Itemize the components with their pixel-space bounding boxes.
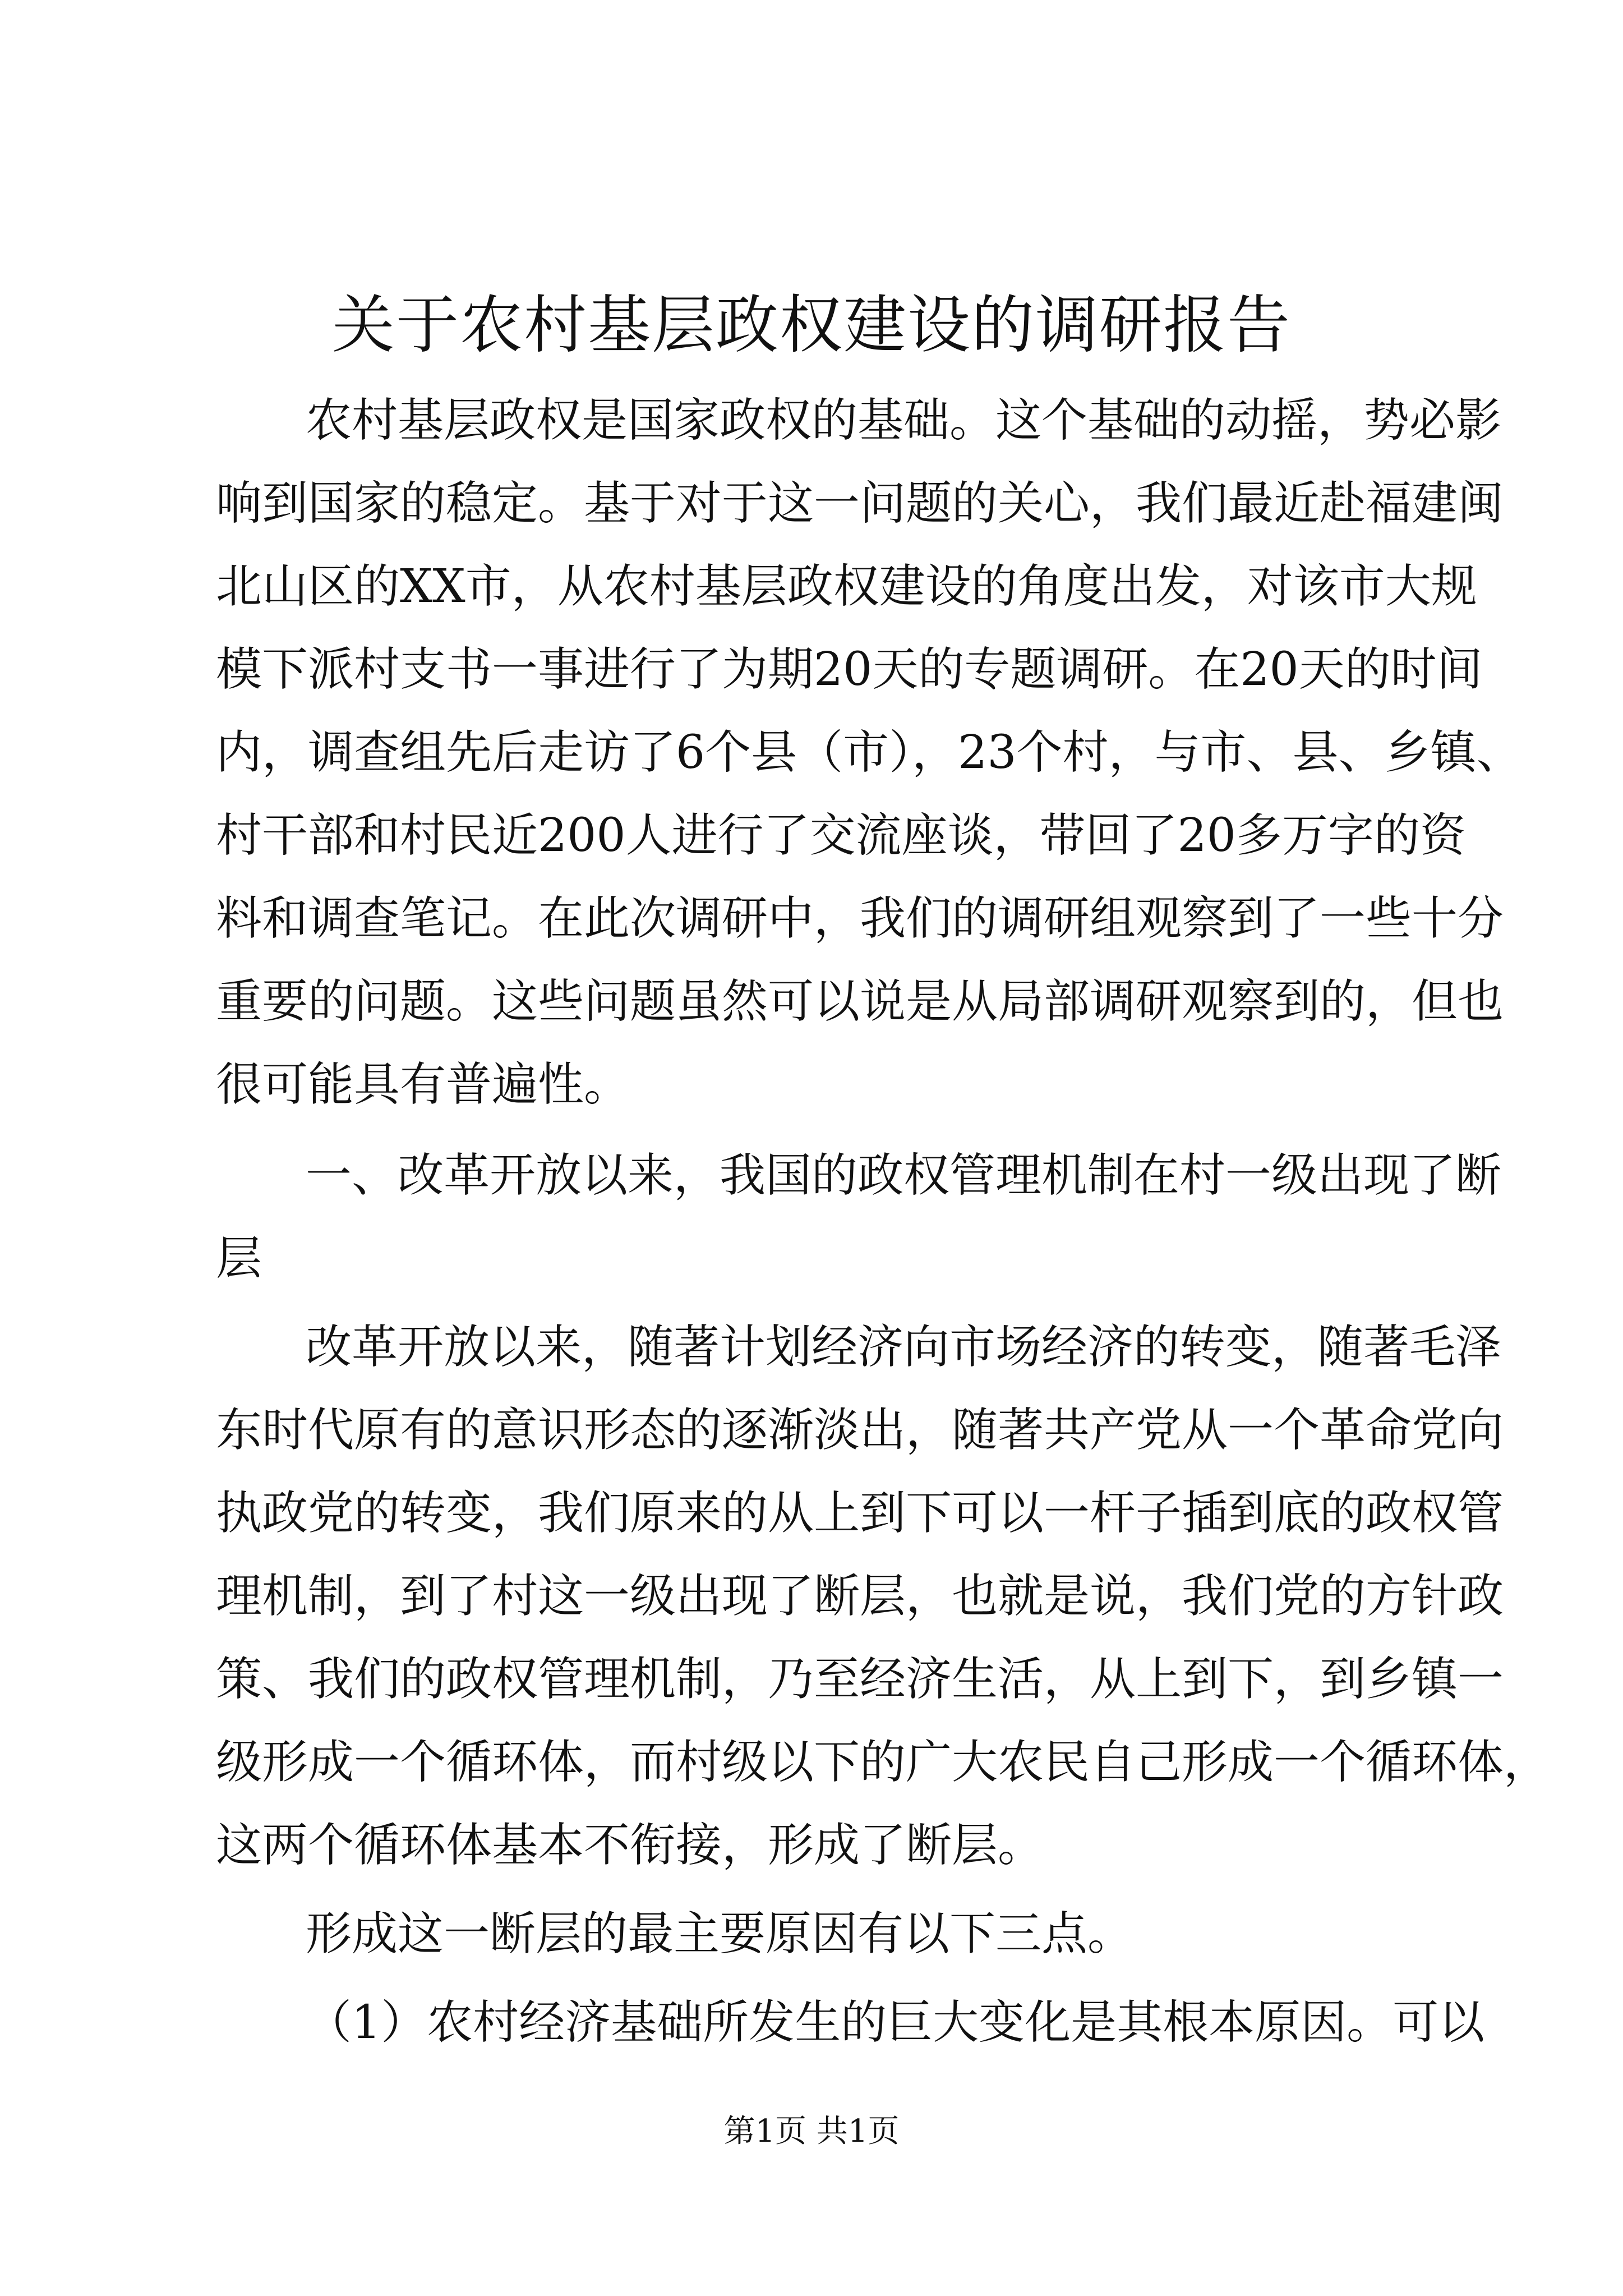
text-line: 模下派村支书一事进行了为期20天的专题调研。在20天的时间: [216, 643, 1483, 696]
text-line: 料和调查笔记。在此次调研中，我们的调研组观察到了一些十分: [216, 892, 1504, 945]
text-line: 内，调查组先后走访了6个县（市），23个村，与市、县、乡镇、: [216, 726, 1523, 779]
text-line: 形成这一断层的最主要原因有以下三点。: [306, 1907, 1134, 1961]
page-number: 第1页 共1页: [723, 2113, 900, 2150]
text-line: 策、我们的政权管理机制，乃至经济生活，从上到下，到乡镇一: [216, 1653, 1504, 1706]
section-heading-line: 层: [216, 1232, 262, 1285]
text-line: 理机制，到了村这一级出现了断层，也就是说，我们党的方针政: [216, 1570, 1504, 1623]
text-line: 这两个循环体基本不衔接，形成了断层。: [216, 1819, 1044, 1872]
text-line: 北山区的XX市，从农村基层政权建设的角度出发，对该市大规: [216, 560, 1477, 613]
text-line: 很可能具有普遍性。: [216, 1058, 630, 1111]
text-line: 村干部和村民近200人进行了交流座谈，带回了20多万字的资: [216, 809, 1466, 862]
page-title: 关于农村基层政权建设的调研报告: [332, 289, 1291, 362]
section-heading-line: 一、改革开放以来，我国的政权管理机制在村一级出现了断: [306, 1149, 1502, 1202]
text-line: 执政党的转变，我们原来的从上到下可以一杆子插到底的政权管: [216, 1487, 1504, 1540]
text-line: 响到国家的稳定。基于对于这一问题的关心，我们最近赴福建闽: [216, 477, 1504, 530]
text-line: 东时代原有的意识形态的逐渐淡出，随著共产党从一个革命党向: [216, 1404, 1504, 1457]
text-line: 级形成一个循环体，而村级以下的广大农民自己形成一个循环体，: [216, 1736, 1550, 1789]
text-line: 农村基层政权是国家政权的基础。这个基础的动摇，势必影: [306, 394, 1502, 447]
text-line: （1）农村经济基础所发生的巨大变化是其根本原因。可以: [306, 1996, 1485, 2049]
text-line: 重要的问题。这些问题虽然可以说是从局部调研观察到的，但也: [216, 975, 1504, 1028]
text-line: 改革开放以来，随著计划经济向市场经济的转变，随著毛泽: [306, 1320, 1502, 1374]
